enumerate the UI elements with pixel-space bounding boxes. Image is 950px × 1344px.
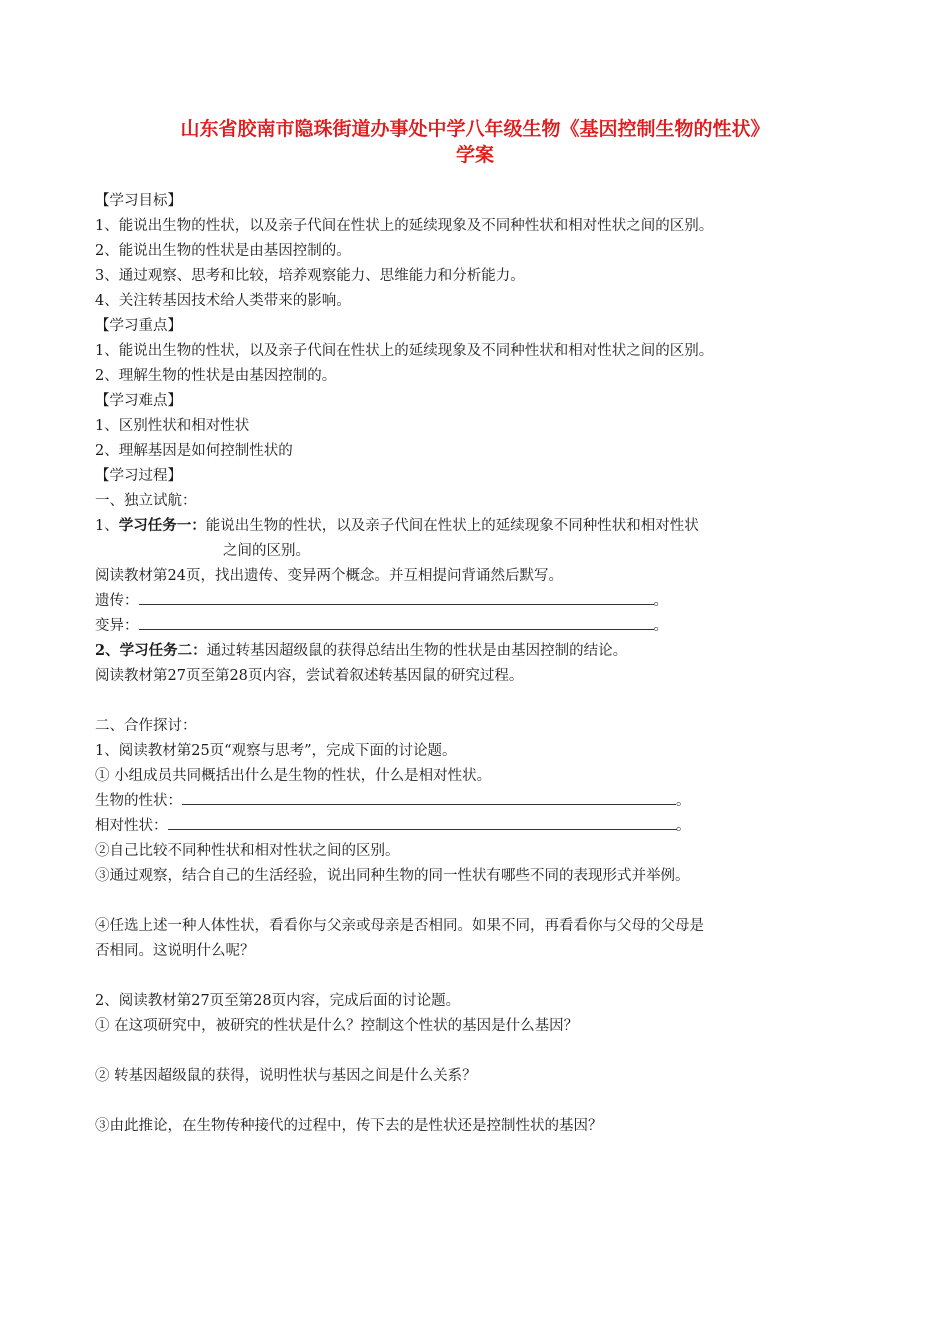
research-question-2: ② 转基因超级鼠的获得，说明性状与基因之间是什么关系？ — [95, 1068, 477, 1084]
difficulties-header: 【学习难点】 — [95, 393, 182, 409]
goal-3: 3、通过观察、思考和比较，培养观察能力、思维能力和分析能力。 — [95, 268, 525, 284]
process-header: 【学习过程】 — [95, 468, 182, 484]
goals-header: 【学习目标】 — [95, 193, 182, 209]
relative-trait-blank[interactable] — [168, 816, 677, 830]
heredity-label: 遗传： — [95, 593, 139, 609]
heredity-blank[interactable] — [139, 591, 654, 605]
question-3: ③通过观察，结合自己的生活经验，说出同种生物的同一性状有哪些不同的表现形式并举例。 — [95, 868, 690, 884]
coop-item-1: 1、阅读教材第25页“观察与思考”，完成下面的讨论题。 — [95, 743, 457, 759]
relative-trait-fill-row — [95, 816, 677, 836]
task-2-text: 通过转基因超级鼠的获得总结出生物的性状是由基因控制的结论。 — [206, 643, 628, 659]
task-1 — [95, 516, 699, 536]
variation-blank[interactable] — [139, 616, 654, 630]
read-instruction-1: 阅读教材第24页，找出遗传、变异两个概念。并互相提问背诵然后默写。 — [95, 568, 563, 584]
research-question-3: ③由此推论，在生物传种接代的过程中，传下去的是性状还是控制性状的基因？ — [95, 1118, 603, 1134]
goal-4: 4、关注转基因技术给人类带来的影响。 — [95, 293, 351, 309]
trait-fill-row — [95, 791, 676, 811]
document-title: 山东省胶南市隐珠街道办事处中学八年级生物《基因控制生物的性状》 — [180, 118, 770, 140]
coop-item-2: 2、阅读教材第27页至第28页内容，完成后面的讨论题。 — [95, 993, 461, 1009]
key-points-header: 【学习重点】 — [95, 318, 182, 334]
variation-label: 变异： — [95, 618, 139, 634]
read-instruction-2: 阅读教材第27页至第28页内容，尝试着叙述转基因鼠的研究过程。 — [95, 668, 524, 684]
question-2: ②自己比较不同种性状和相对性状之间的区别。 — [95, 843, 400, 859]
key-point-2: 2、理解生物的性状是由基因控制的。 — [95, 368, 337, 384]
task-1-text-cont: 之间的区别。 — [223, 543, 310, 559]
goal-1: 1、能说出生物的性状，以及亲子代间在性状上的延续现象及不同种性状和相对性状之间的区别。 — [95, 218, 714, 234]
task-1-text: 能说出生物的性状，以及亲子代间在性状上的延续现象不同种性状和相对性状 — [205, 518, 699, 534]
question-4-cont: 否相同。这说明什么呢？ — [95, 943, 255, 959]
goal-2: 2、能说出生物的性状是由基因控制的。 — [95, 243, 351, 259]
research-question-1: ① 在这项研究中，被研究的性状是什么？控制这个性状的基因是什么基因？ — [95, 1018, 579, 1034]
document-title-line2: 学案 — [455, 144, 494, 166]
task-2 — [95, 641, 627, 661]
relative-trait-label: 相对性状： — [95, 818, 168, 834]
difficulty-2: 2、理解基因是如何控制性状的 — [95, 443, 293, 459]
difficulty-1: 1、区别性状和相对性状 — [95, 418, 250, 434]
question-4: ④任选上述一种人体性状，看看你与父亲或母亲是否相同。如果不同，再看看你与父母的父母是 — [95, 918, 704, 934]
trait-label: 生物的性状： — [95, 793, 182, 809]
section-2-title: 二、合作探讨： — [95, 718, 197, 734]
key-point-1: 1、能说出生物的性状，以及亲子代间在性状上的延续现象及不同种性状和相对性状之间的区别。 — [95, 343, 714, 359]
trait-blank[interactable] — [182, 791, 676, 805]
relative-trait-period: 。 — [676, 818, 691, 834]
heredity-fill-row — [95, 591, 668, 611]
heredity-period: 。 — [653, 593, 668, 609]
section-1-title: 一、独立试航： — [95, 493, 197, 509]
task-2-label: 2、学习任务二： — [95, 642, 207, 659]
task-1-number: 1、 — [95, 518, 119, 534]
question-1: ① 小组成员共同概括出什么是生物的性状，什么是相对性状。 — [95, 768, 492, 784]
variation-period: 。 — [653, 618, 668, 634]
variation-fill-row — [95, 616, 668, 636]
trait-period: 。 — [676, 793, 691, 809]
task-1-label: 学习任务一： — [118, 517, 206, 534]
